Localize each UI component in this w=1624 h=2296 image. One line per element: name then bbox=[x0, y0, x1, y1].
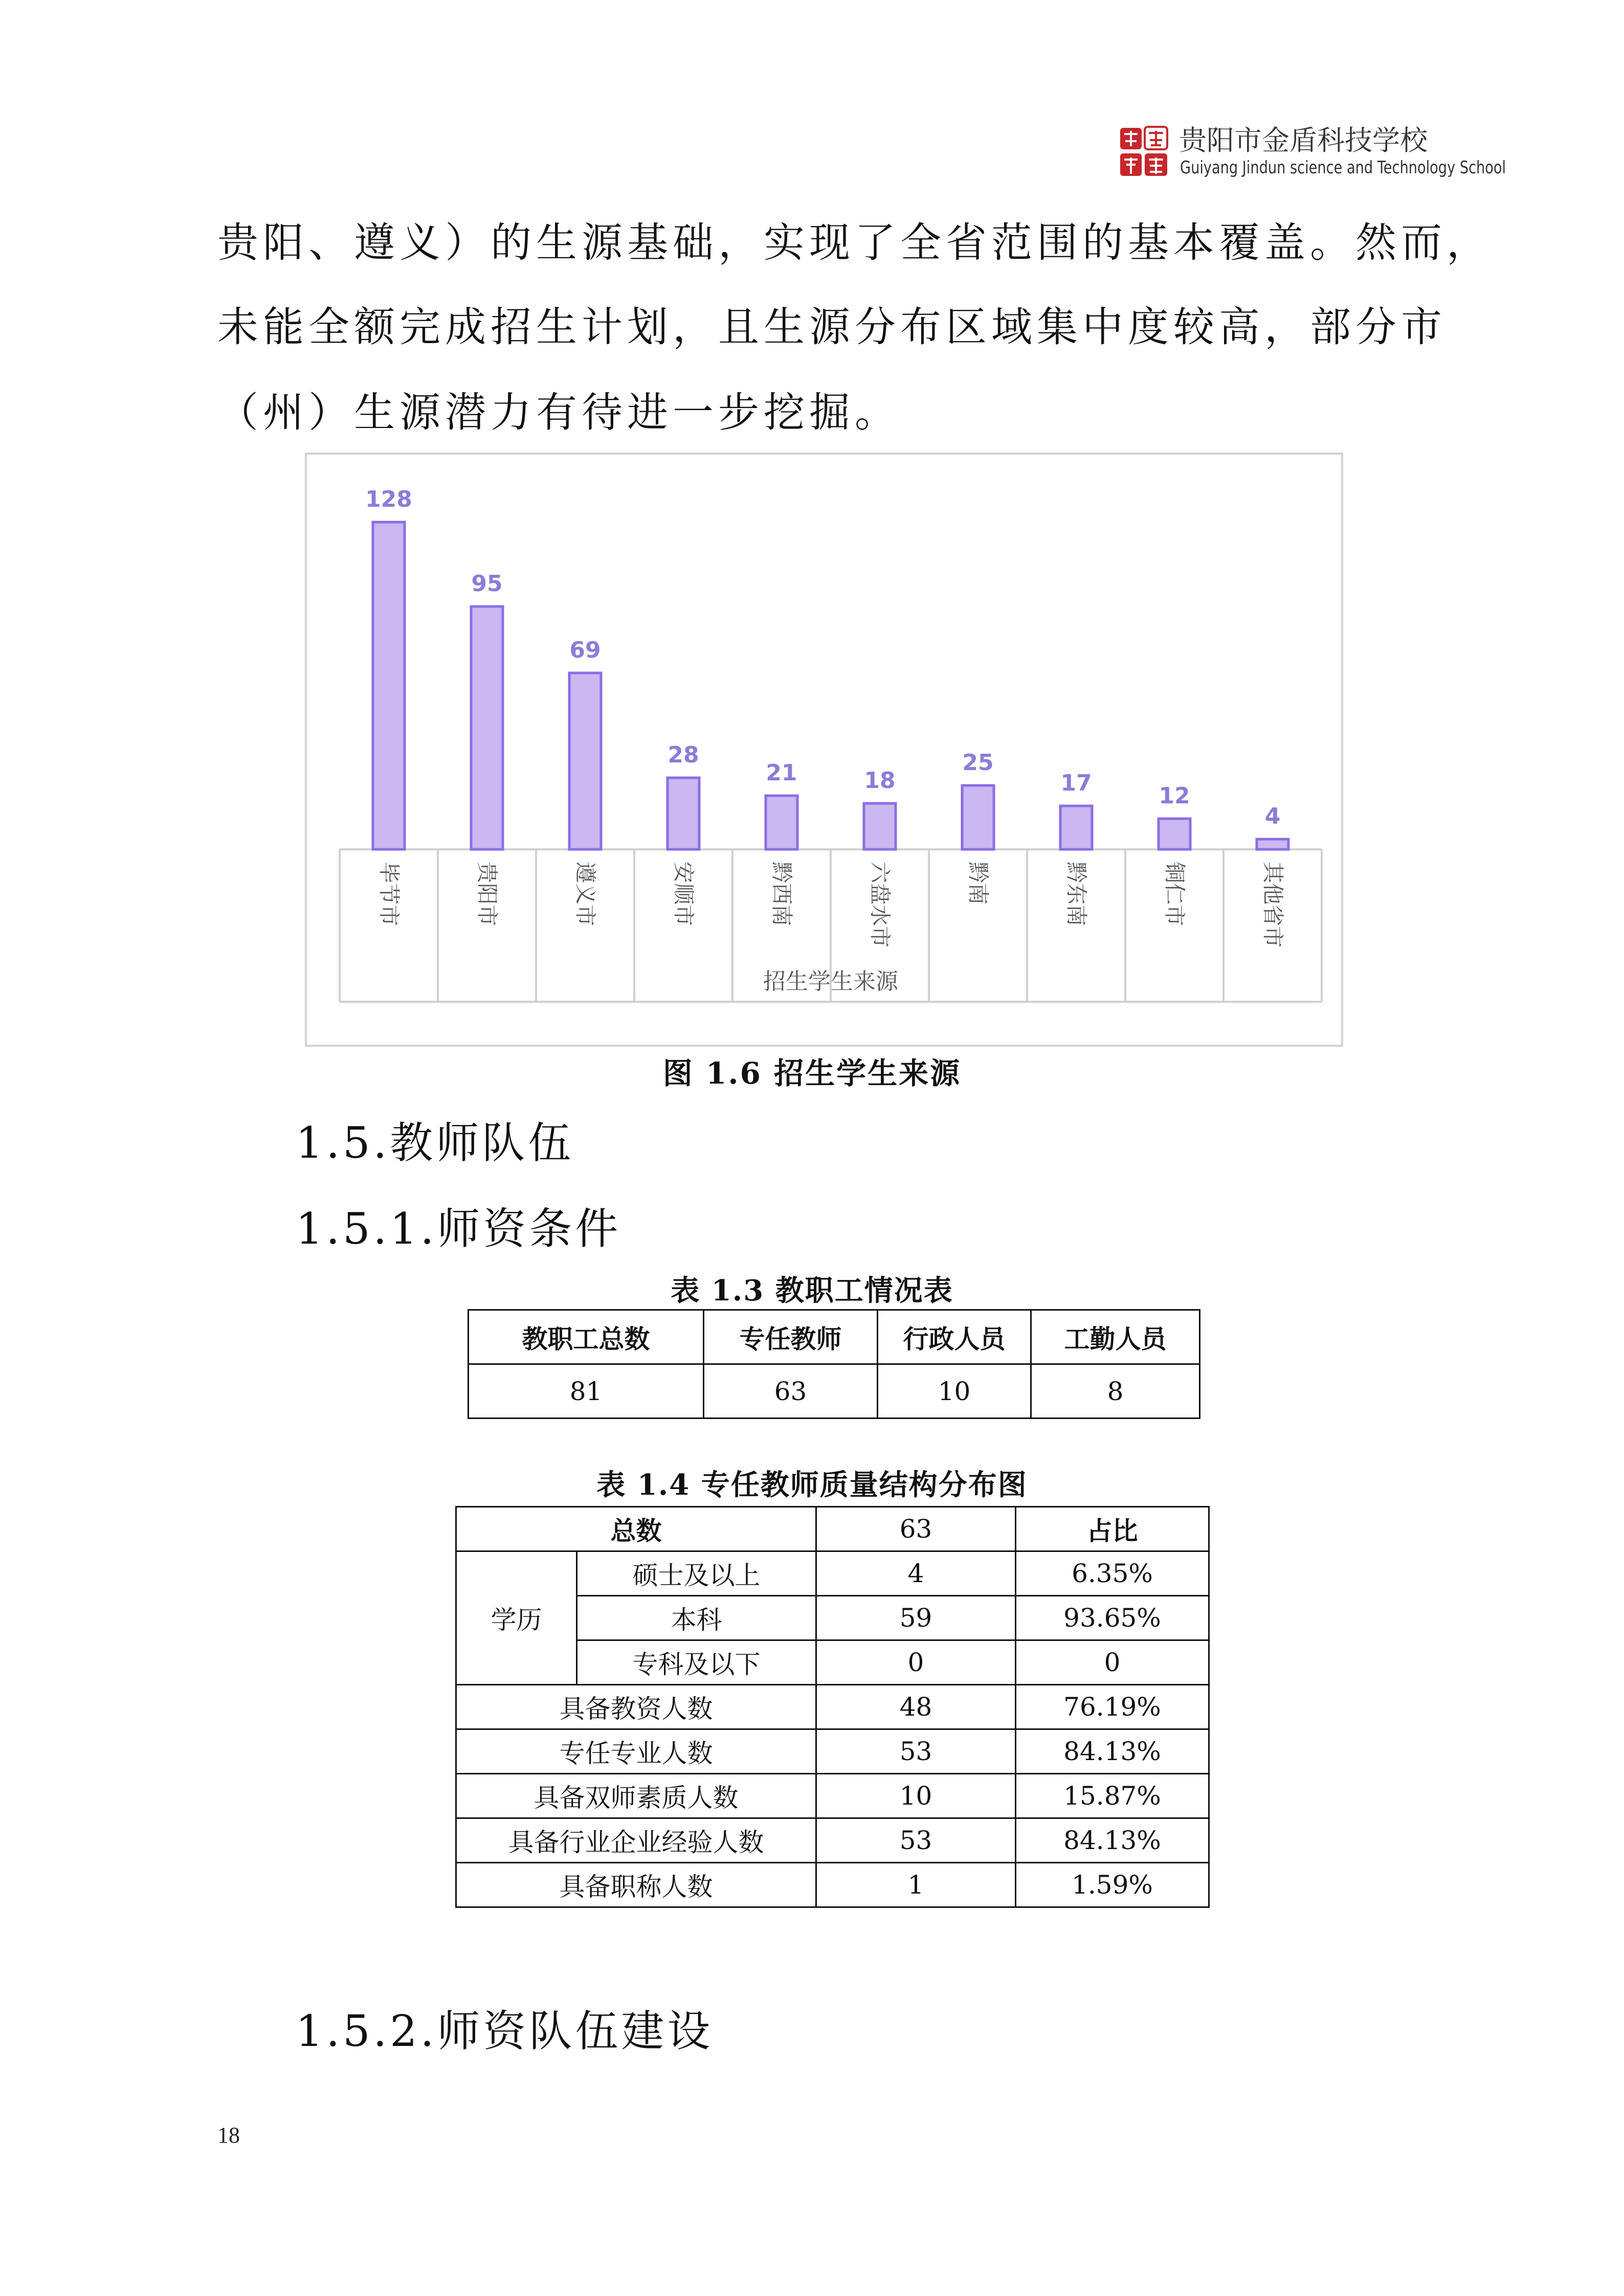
tick-label: 安顺市 bbox=[671, 862, 696, 927]
table-row-label: 硕士及以上 bbox=[577, 1551, 816, 1596]
tick-label: 黔南 bbox=[966, 862, 991, 905]
staff-table bbox=[468, 1309, 1200, 1419]
tick-label: 其他省市 bbox=[1260, 862, 1285, 948]
data-label: 21 bbox=[766, 760, 797, 786]
tick-label: 六盘水市 bbox=[867, 862, 893, 948]
table-cell: 76.19% bbox=[1016, 1685, 1209, 1729]
table-cell: 48 bbox=[816, 1685, 1016, 1729]
bar bbox=[1060, 806, 1092, 849]
table-cell: 4 bbox=[816, 1551, 1016, 1596]
table-row-label: 专任专业人数 bbox=[456, 1729, 816, 1774]
bar bbox=[471, 606, 503, 849]
table-cell: 81 bbox=[469, 1364, 704, 1419]
tick-label: 遵义市 bbox=[573, 862, 598, 927]
table-1-title: 表 1.3 教职工情况表 bbox=[671, 1274, 953, 1308]
table-cell: 84.13% bbox=[1016, 1818, 1209, 1863]
bar bbox=[766, 796, 797, 849]
tick-label: 黔西南 bbox=[769, 862, 794, 927]
bar bbox=[569, 673, 601, 849]
table-header-cell: 教职工总数 bbox=[469, 1310, 704, 1364]
table-row-label: 本科 bbox=[577, 1596, 816, 1640]
data-label: 18 bbox=[864, 768, 896, 794]
bar bbox=[864, 803, 896, 849]
data-label: 28 bbox=[668, 742, 699, 768]
tick-label: 铜仁市 bbox=[1162, 862, 1187, 927]
education-label-cell: 学历 bbox=[456, 1551, 577, 1685]
table-cell: 15.87% bbox=[1016, 1774, 1209, 1818]
table-cell: 8 bbox=[1031, 1364, 1200, 1419]
table-cell: 1 bbox=[816, 1863, 1016, 1907]
paragraph-line-3: （州）生源潜力有待进一步挖掘。 bbox=[217, 389, 900, 436]
table-header-cell: 专任教师 bbox=[704, 1310, 878, 1364]
table-cell: 1.59% bbox=[1016, 1863, 1209, 1907]
table-cell: 59 bbox=[816, 1596, 1016, 1640]
table-cell: 10 bbox=[816, 1774, 1016, 1818]
table-header-cell: 占比 bbox=[1016, 1507, 1209, 1551]
table-header-cell: 63 bbox=[816, 1507, 1016, 1551]
x-axis-label: 招生学生来源 bbox=[763, 969, 898, 995]
table-cell: 63 bbox=[704, 1364, 878, 1419]
table-row-label: 具备职称人数 bbox=[456, 1863, 816, 1907]
paragraph-line-2: 未能全额完成招生计划，且生源分布区域集中度较高，部分市 bbox=[217, 303, 1447, 351]
tick-label: 毕节市 bbox=[376, 862, 402, 927]
table-row-label: 具备双师素质人数 bbox=[456, 1774, 816, 1818]
table-cell: 0 bbox=[1016, 1640, 1209, 1685]
bar bbox=[1257, 839, 1288, 849]
table-header-cell: 总数 bbox=[456, 1507, 816, 1551]
paragraph-line-1: 贵阳、遵义）的生源基础，实现了全省范围的基本覆盖。然而， bbox=[217, 219, 1492, 266]
data-label: 128 bbox=[365, 486, 412, 512]
table-cell: 0 bbox=[816, 1640, 1016, 1685]
data-label: 95 bbox=[471, 571, 503, 597]
bar bbox=[668, 778, 699, 849]
table-cell: 53 bbox=[816, 1818, 1016, 1863]
bar bbox=[962, 785, 994, 849]
school-name-en: Guiyang Jindun science and Technology School bbox=[1180, 157, 1506, 178]
table-header-cell: 行政人员 bbox=[878, 1310, 1031, 1364]
school-name-cn: 贵阳市金盾科技学校 bbox=[1179, 124, 1428, 156]
page-number: 18 bbox=[217, 2123, 240, 2148]
data-label: 4 bbox=[1264, 803, 1281, 829]
table-cell: 84.13% bbox=[1016, 1729, 1209, 1774]
tick-label: 黔东南 bbox=[1064, 862, 1089, 927]
tick-label: 贵阳市 bbox=[475, 862, 500, 927]
table-cell: 10 bbox=[878, 1364, 1031, 1419]
table-cell: 93.65% bbox=[1016, 1596, 1209, 1640]
section-heading-teachers: 1.5.教师队伍 bbox=[296, 1118, 574, 1168]
table-row-label: 专科及以下 bbox=[577, 1640, 816, 1685]
chart-caption: 图 1.6 招生学生来源 bbox=[662, 1056, 962, 1091]
section-heading-team-building: 1.5.2.师资队伍建设 bbox=[296, 2006, 714, 2056]
data-label: 12 bbox=[1159, 783, 1190, 809]
table-row-label: 具备行业企业经验人数 bbox=[456, 1818, 816, 1863]
data-label: 17 bbox=[1060, 770, 1092, 796]
section-heading-conditions: 1.5.1.师资条件 bbox=[296, 1204, 621, 1254]
table-cell: 6.35% bbox=[1016, 1551, 1209, 1596]
school-seal-logo-icon bbox=[1119, 126, 1168, 177]
chart-canvas bbox=[307, 455, 1341, 1045]
bar bbox=[1159, 819, 1190, 849]
teacher-quality-table bbox=[455, 1506, 1210, 1908]
table-cell: 53 bbox=[816, 1729, 1016, 1774]
table-2-title: 表 1.4 专任教师质量结构分布图 bbox=[596, 1468, 1028, 1502]
table-header-cell: 工勤人员 bbox=[1031, 1310, 1200, 1364]
bar bbox=[373, 522, 405, 849]
data-label: 25 bbox=[962, 750, 994, 776]
enrollment-source-chart bbox=[305, 453, 1343, 1047]
data-label: 69 bbox=[569, 637, 601, 663]
table-row-label: 具备教资人数 bbox=[456, 1685, 816, 1729]
